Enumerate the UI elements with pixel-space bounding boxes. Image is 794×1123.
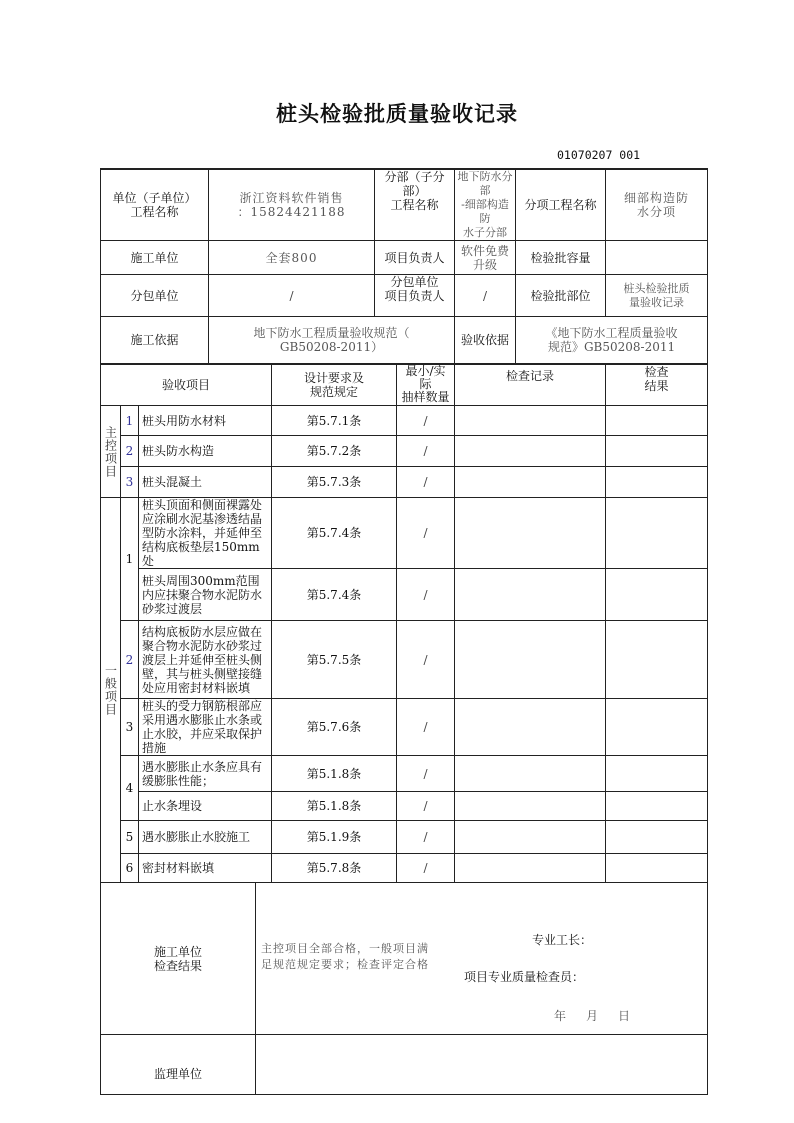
- main-item-result[interactable]: [606, 436, 708, 467]
- general-item-text: 密封材料嵌填: [139, 854, 272, 883]
- subcontractor-pm-label: 分包单位 项目负责人: [375, 275, 455, 317]
- general-item-result[interactable]: [606, 756, 708, 792]
- main-item-spec: 第5.7.3条: [272, 467, 397, 498]
- subcontractor-pm-value: /: [455, 275, 516, 317]
- general-item-no: 5: [121, 821, 139, 854]
- col-record-header: 检查记录: [455, 364, 606, 406]
- general-item-sample: /: [397, 699, 455, 756]
- general-item-sample: /: [397, 792, 455, 821]
- page-title: 桩头检验批质量验收记录: [276, 101, 518, 126]
- capacity-value: [606, 241, 708, 275]
- general-item-text: 桩头顶面和侧面裸露处应涂刷水泥基渗透结晶型防水涂料，并延伸至结构底板垫层150mm处: [139, 498, 272, 569]
- col-sample-header: 最小/实 际 抽样数量: [397, 364, 455, 406]
- acceptance-basis-value: 《地下防水工程质量验收 规范》GB50208-2011: [516, 317, 708, 364]
- main-item-no: 1: [121, 406, 139, 436]
- general-item-result[interactable]: [606, 821, 708, 854]
- main-item-text: 桩头用防水材料: [139, 406, 272, 436]
- general-item-spec: 第5.1.9条: [272, 821, 397, 854]
- builder-check-label: 施工单位 检查结果: [101, 883, 256, 1035]
- part-value: 桩头检验批质 量验收记录: [606, 275, 708, 317]
- subcontractor-label: 分包单位: [101, 275, 209, 317]
- sub-project-value: 地下防水分部 -细部构造防 水子分部: [455, 169, 516, 241]
- supervisor-content[interactable]: [256, 1035, 708, 1095]
- general-item-record[interactable]: [455, 756, 606, 792]
- general-item-spec: 第5.1.8条: [272, 792, 397, 821]
- main-item-record[interactable]: [455, 406, 606, 436]
- general-item-result[interactable]: [606, 498, 708, 569]
- general-item-record[interactable]: [455, 569, 606, 621]
- main-item-row: [101, 467, 708, 498]
- subcontractor-value: /: [209, 275, 375, 317]
- supervisor-row: [101, 1035, 708, 1095]
- item-value: 细部构造防 水分项: [606, 169, 708, 241]
- general-item-spec: 第5.7.4条: [272, 498, 397, 569]
- general-item-result[interactable]: [606, 699, 708, 756]
- item-label: 分项工程名称: [516, 169, 606, 241]
- supervisor-label: 监理单位: [101, 1035, 256, 1095]
- general-item-no: 2: [121, 621, 139, 699]
- general-item-row: [101, 569, 708, 621]
- main-item-record[interactable]: [455, 436, 606, 467]
- general-item-sample: /: [397, 498, 455, 569]
- pm-label: 项目负责人: [375, 241, 455, 275]
- general-item-spec: 第5.1.8条: [272, 756, 397, 792]
- record-table: [100, 168, 708, 1095]
- main-item-row: [101, 406, 708, 436]
- col-result-header: 检查 结果: [606, 364, 708, 406]
- general-item-spec: 第5.7.8条: [272, 854, 397, 883]
- general-item-spec: 第5.7.6条: [272, 699, 397, 756]
- general-item-row: [101, 756, 708, 792]
- general-item-row: [101, 699, 708, 756]
- general-item-sample: /: [397, 569, 455, 621]
- part-label: 检验批部位: [516, 275, 606, 317]
- general-item-result[interactable]: [606, 792, 708, 821]
- general-item-row: [101, 821, 708, 854]
- general-item-text: 遇水膨胀止水胶施工: [139, 821, 272, 854]
- acceptance-basis-label: 验收依据: [455, 317, 516, 364]
- check-date: 年 月 日: [554, 1009, 635, 1023]
- main-item-result[interactable]: [606, 406, 708, 436]
- builder-label: 施工单位: [101, 241, 209, 275]
- main-item-spec: 第5.7.1条: [272, 406, 397, 436]
- unit-value: 浙江资料软件销售 ：15824421188: [209, 169, 375, 241]
- header-row-4: [101, 317, 708, 364]
- general-item-sample: /: [397, 821, 455, 854]
- foreman-label: 专业工长：: [532, 933, 593, 947]
- sub-project-label: 分部（子分部） 工程名称: [375, 169, 455, 241]
- general-item-result[interactable]: [606, 569, 708, 621]
- general-item-record[interactable]: [455, 821, 606, 854]
- general-item-spec: 第5.7.4条: [272, 569, 397, 621]
- builder-value: 全套800: [209, 241, 375, 275]
- general-item-sample: /: [397, 621, 455, 699]
- header-row-2: [101, 241, 708, 275]
- general-item-record[interactable]: [455, 854, 606, 883]
- builder-conclusion: 主控项目全部合格，一般项目满 足规范规定要求；检查评定合格: [261, 942, 429, 971]
- record-code: 01070207 001: [557, 148, 641, 162]
- capacity-label: 检验批容量: [516, 241, 606, 275]
- general-item-text: 遇水膨胀止水条应具有缓膨胀性能；: [139, 756, 272, 792]
- general-item-no: 1: [121, 498, 139, 621]
- general-item-text: 止水条埋设: [139, 792, 272, 821]
- main-item-record[interactable]: [455, 467, 606, 498]
- general-item-row: [101, 854, 708, 883]
- general-item-record[interactable]: [455, 792, 606, 821]
- general-item-result[interactable]: [606, 621, 708, 699]
- general-item-record[interactable]: [455, 699, 606, 756]
- main-item-no: 2: [121, 436, 139, 467]
- main-group-label: 主控项目: [101, 406, 121, 498]
- builder-check-row: [101, 883, 708, 1035]
- header-row-1: [101, 169, 708, 241]
- builder-check-content[interactable]: [256, 883, 708, 1035]
- column-header-row: [101, 364, 708, 406]
- main-item-sample: /: [397, 406, 455, 436]
- general-item-no: 4: [121, 756, 139, 821]
- general-group-label: 一般项目: [101, 498, 121, 883]
- general-item-row: [101, 792, 708, 821]
- general-item-sample: /: [397, 854, 455, 883]
- basis-label: 施工依据: [101, 317, 209, 364]
- basis-value: 地下防水工程质量验收规范（ GB50208-2011）: [209, 317, 455, 364]
- pm-value: 软件免费升级: [455, 241, 516, 275]
- main-item-sample: /: [397, 436, 455, 467]
- general-item-spec: 第5.7.5条: [272, 621, 397, 699]
- main-item-text: 桩头混凝土: [139, 467, 272, 498]
- general-item-text: 结构底板防水层应做在聚合物水泥防水砂浆过渡层上并延伸至桩头侧壁，其与桩头侧壁接缝处应用密封材料嵌填: [139, 621, 272, 699]
- main-item-sample: /: [397, 467, 455, 498]
- general-item-result[interactable]: [606, 854, 708, 883]
- general-item-row: [101, 621, 708, 699]
- main-item-row: [101, 436, 708, 467]
- general-item-no: 6: [121, 854, 139, 883]
- record-table-wrapper: [100, 168, 708, 1081]
- main-item-text: 桩头防水构造: [139, 436, 272, 467]
- general-item-record[interactable]: [455, 621, 606, 699]
- main-item-spec: 第5.7.2条: [272, 436, 397, 467]
- col-design-header: 设计要求及 规范规定: [272, 364, 397, 406]
- col-item-header: 验收项目: [101, 364, 272, 406]
- header-row-3: [101, 275, 708, 317]
- general-item-sample: /: [397, 756, 455, 792]
- main-item-result[interactable]: [606, 467, 708, 498]
- general-item-row: [101, 498, 708, 569]
- general-item-record[interactable]: [455, 498, 606, 569]
- inspector-label: 项目专业质量检查员：: [464, 970, 585, 984]
- unit-label: 单位（子单位） 工程名称: [101, 169, 209, 241]
- general-item-text: 桩头的受力钢筋根部应采用遇水膨胀止水条或止水胶，并应采取保护措施: [139, 699, 272, 756]
- general-item-no: 3: [121, 699, 139, 756]
- general-item-text: 桩头周围300mm范围内应抹聚合物水泥防水砂浆过渡层: [139, 569, 272, 621]
- main-item-no: 3: [121, 467, 139, 498]
